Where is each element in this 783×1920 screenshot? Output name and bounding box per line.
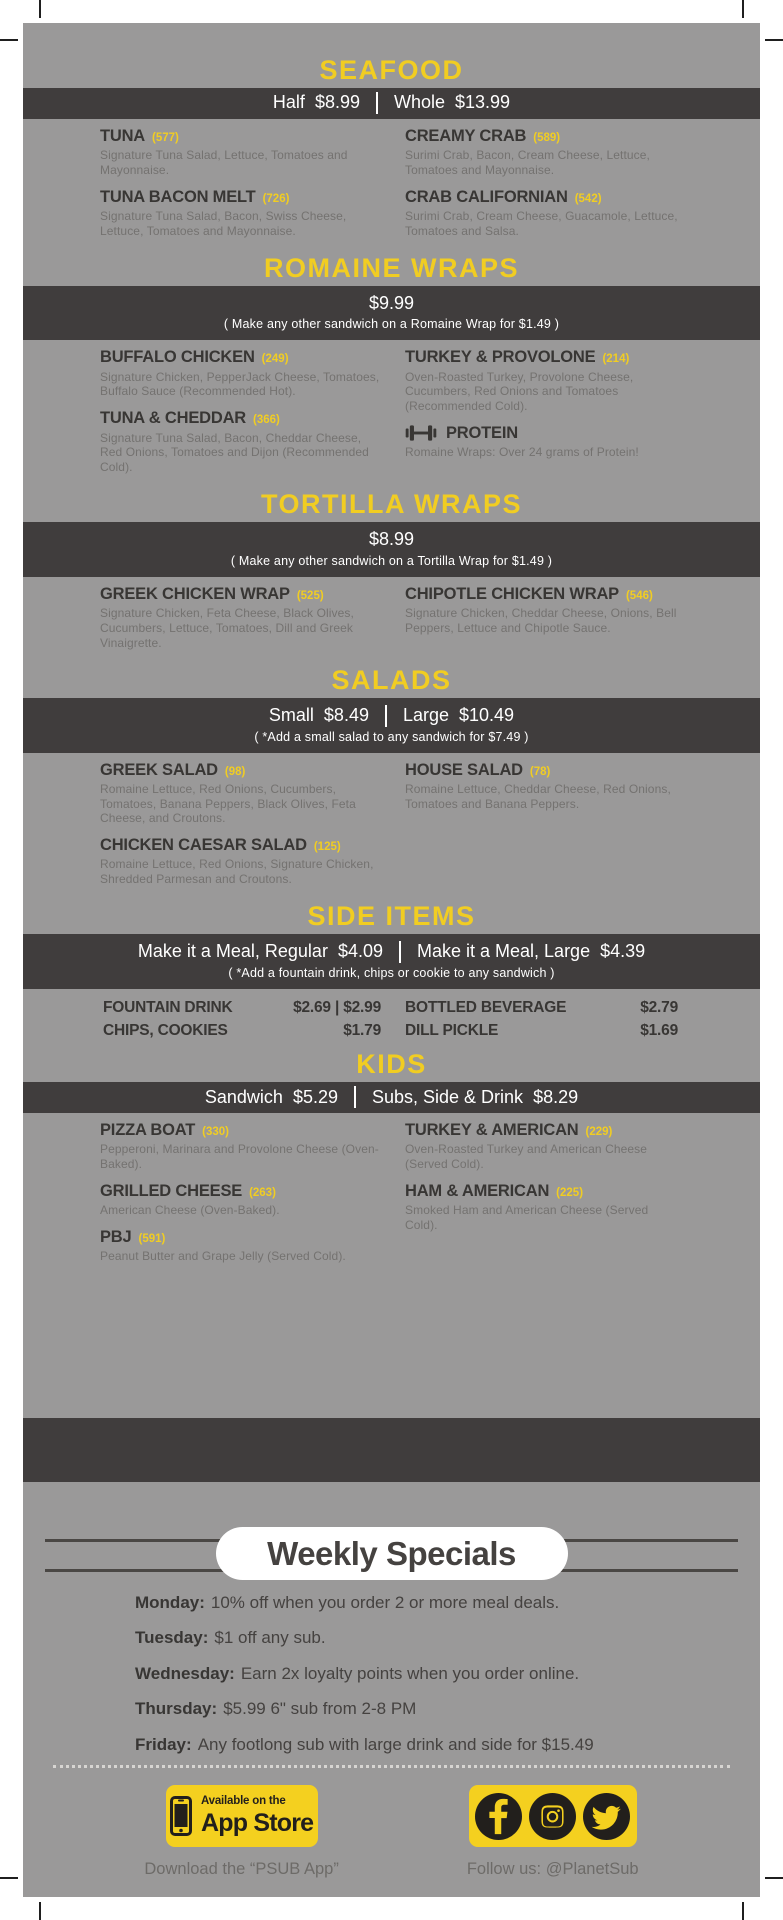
item-calories: (546) bbox=[625, 589, 653, 602]
item-description: Surimi Crab, Bacon, Cream Cheese, Lettuce, Tomatoes and Mayonnaise. bbox=[405, 148, 650, 178]
price-band-kids bbox=[23, 1082, 760, 1113]
item-calories: (125) bbox=[313, 841, 341, 854]
item-name: BUFFALO CHICKEN bbox=[100, 348, 255, 367]
item-description: Smoked Ham and American Cheese (Served Cold). bbox=[405, 1203, 649, 1233]
special-wednesday bbox=[135, 1664, 724, 1684]
band-divider bbox=[385, 705, 387, 727]
day-text: $5.99 6" sub from 2-8 PM bbox=[223, 1699, 417, 1719]
crop-mark bbox=[742, 1902, 744, 1920]
menu-item-chipotle-chicken-wrap bbox=[405, 585, 702, 636]
item-name: TUNA & CHEDDAR bbox=[100, 409, 246, 428]
app-badge-line1: Available on the bbox=[200, 1795, 286, 1808]
side-item-name: DILL PICKLE bbox=[405, 1022, 499, 1040]
item-description: Romaine Wraps: Over 24 grams of Protein! bbox=[405, 445, 639, 460]
side-item-price: $1.79 bbox=[343, 1022, 381, 1040]
item-name: TUNA BACON MELT bbox=[100, 187, 256, 206]
item-calories: (229) bbox=[585, 1126, 613, 1139]
twitter-icon bbox=[583, 1793, 630, 1840]
item-calories: (225) bbox=[556, 1187, 584, 1200]
item-description: Pepperoni, Marinara and Provolone Cheese (Oven-Baked). bbox=[100, 1142, 379, 1172]
special-tuesday bbox=[135, 1628, 724, 1648]
item-name: CHICKEN CAESAR SALAD bbox=[100, 836, 307, 855]
item-name: GREEK SALAD bbox=[100, 760, 218, 779]
item-calories: (525) bbox=[296, 589, 324, 602]
price-value: $8.99 bbox=[314, 92, 360, 113]
item-description: Romaine Lettuce, Red Onions, Cucumbers, Tomatoes, Banana Peppers, Black Olives, Feta Cheese, and Croutons. bbox=[100, 781, 356, 826]
dumbbell-icon bbox=[405, 424, 437, 442]
item-description: Romaine Lettuce, Red Onions, Signature Chicken, Shredded Parmesan and Croutons. bbox=[100, 857, 374, 887]
menu-item-turkey-american bbox=[405, 1121, 702, 1172]
social-follow-caption: Follow us: @PlanetSub bbox=[466, 1860, 639, 1878]
band-note: ( Make any other sandwich on a Tortilla Wrap for $1.49 ) bbox=[230, 553, 553, 568]
side-item-price: $1.69 bbox=[640, 1022, 678, 1040]
section-title-kids: KIDS bbox=[356, 1049, 427, 1080]
item-description: Signature Tuna Salad, Bacon, Swiss Cheese, Lettuce, Tomatoes and Mayonnaise. bbox=[100, 209, 347, 238]
price-label: Make it a Meal, Large bbox=[417, 941, 591, 962]
price-label: Make it a Meal, Regular bbox=[137, 941, 328, 962]
menu-item-turkey-provolone bbox=[405, 348, 702, 414]
item-description: Peanut Butter and Grape Jelly (Served Cold). bbox=[100, 1249, 346, 1264]
item-description: Signature Tuna Salad, Bacon, Cheddar Cheese, Red Onions, Tomatoes and Dijon (Recommended Cold). bbox=[100, 430, 369, 475]
section-romaine-wraps bbox=[23, 253, 760, 485]
day-label: Tuesday: bbox=[135, 1628, 209, 1648]
menu-item-pizza-boat bbox=[100, 1121, 405, 1172]
item-description: Oven-Roasted Turkey, Provolone Cheese, Cucumbers, Red Onions and Tomatoes (Recommended Cold). bbox=[405, 369, 634, 414]
band-divider bbox=[354, 1086, 356, 1108]
band-divider bbox=[399, 941, 401, 963]
day-text: Any footlong sub with large drink and side for $15.49 bbox=[197, 1734, 594, 1754]
item-calories: (78) bbox=[529, 765, 551, 778]
price-band-tortilla bbox=[23, 522, 760, 577]
price-label: Small bbox=[268, 704, 314, 725]
side-item-name: BOTTLED BEVERAGE bbox=[405, 999, 567, 1017]
section-seafood bbox=[23, 55, 760, 249]
menu-item-crab-californian bbox=[405, 188, 702, 239]
side-item-price: $2.79 bbox=[640, 999, 678, 1017]
day-text: $1 off any sub. bbox=[214, 1628, 326, 1648]
item-description: Signature Chicken, PepperJack Cheese, Tomatoes, Buffalo Sauce (Recommended Hot). bbox=[100, 369, 380, 399]
instagram-icon bbox=[529, 1793, 576, 1840]
section-title-romaine: ROMAINE WRAPS bbox=[264, 252, 519, 283]
price-label: Subs, Side & Drink bbox=[371, 1086, 524, 1107]
price-label: Half bbox=[272, 92, 305, 113]
item-calories: (726) bbox=[262, 192, 290, 205]
side-item-name: FOUNTAIN DRINK bbox=[103, 999, 233, 1017]
facebook-icon bbox=[475, 1793, 522, 1840]
item-description: Romaine Lettuce, Cheddar Cheese, Red Onions, Tomatoes and Banana Peppers. bbox=[405, 781, 671, 811]
side-item-bottled-beverage bbox=[405, 999, 678, 1017]
item-name: PBJ bbox=[100, 1228, 132, 1247]
item-calories: (214) bbox=[602, 353, 630, 366]
section-title-tortilla: TORTILLA WRAPS bbox=[261, 489, 522, 520]
menu-item-chicken-caesar-salad bbox=[100, 836, 405, 887]
price-label: Whole bbox=[393, 92, 446, 113]
menu-item-greek-chicken-wrap bbox=[100, 585, 405, 651]
menu-item-creamy-crab bbox=[405, 127, 702, 178]
price-value: $5.29 bbox=[292, 1086, 338, 1107]
crop-mark bbox=[765, 1877, 783, 1879]
item-name: HOUSE SALAD bbox=[405, 760, 523, 779]
section-title-seafood: SEAFOOD bbox=[319, 55, 464, 85]
crop-mark bbox=[742, 0, 744, 18]
app-badge-line2: App Store bbox=[200, 1808, 314, 1837]
price-band-seafood bbox=[23, 88, 760, 119]
item-name: HAM & AMERICAN bbox=[405, 1182, 550, 1201]
item-calories: (589) bbox=[533, 132, 561, 145]
item-name: CRAB CALIFORNIAN bbox=[405, 187, 568, 206]
item-name: GRILLED CHEESE bbox=[100, 1182, 243, 1201]
item-name: GREEK CHICKEN WRAP bbox=[100, 584, 290, 603]
item-calories: (591) bbox=[138, 1233, 166, 1246]
crop-mark bbox=[0, 1877, 18, 1879]
item-name: TURKEY & AMERICAN bbox=[405, 1121, 579, 1140]
day-label: Wednesday: bbox=[135, 1663, 235, 1683]
menu-item-tuna-cheddar bbox=[100, 409, 405, 475]
item-description: Signature Tuna Salad, Lettuce, Tomatoes and Mayonnaise. bbox=[100, 148, 348, 178]
price-value: $8.99 bbox=[368, 529, 415, 550]
side-item-chips-cookies bbox=[103, 1022, 381, 1040]
item-calories: (366) bbox=[253, 414, 280, 427]
price-band-salads bbox=[23, 698, 760, 753]
item-calories: (98) bbox=[224, 765, 246, 778]
item-calories: (249) bbox=[261, 353, 289, 366]
menu-item-tuna-bacon-melt bbox=[100, 188, 405, 239]
section-title-salads: SALADS bbox=[331, 664, 452, 695]
price-band-side-items bbox=[23, 934, 760, 989]
menu-item-tuna bbox=[100, 127, 405, 178]
price-label: Sandwich bbox=[204, 1086, 283, 1107]
item-description: Signature Chicken, Feta Cheese, Black Olives, Cucumbers, Lettuce, Tomatoes, Dill and Greek Vinaigrette. bbox=[100, 605, 354, 650]
menu-item-house-salad bbox=[405, 761, 702, 812]
price-value: $8.29 bbox=[533, 1086, 579, 1107]
section-kids bbox=[23, 1049, 760, 1274]
item-description: Oven-Roasted Turkey and American Cheese (Served Cold). bbox=[405, 1142, 648, 1172]
menu-card bbox=[23, 23, 760, 1897]
item-description: Surimi Crab, Cream Cheese, Guacamole, Lettuce, Tomatoes and Salsa. bbox=[405, 209, 678, 238]
item-description: American Cheese (Oven-Baked). bbox=[100, 1203, 280, 1218]
section-tortilla-wraps bbox=[23, 489, 760, 660]
phone-icon bbox=[170, 1796, 192, 1836]
item-calories: (330) bbox=[202, 1126, 230, 1139]
side-item-fountain-drink bbox=[103, 999, 381, 1017]
weekly-specials-badge bbox=[216, 1527, 568, 1580]
band-divider bbox=[376, 92, 378, 114]
band-note: ( *Add a fountain drink, chips or cookie to any sandwich ) bbox=[228, 966, 555, 981]
menu-item-ham-american bbox=[405, 1182, 702, 1233]
side-item-name: CHIPS, COOKIES bbox=[103, 1022, 228, 1040]
price-value: $9.99 bbox=[368, 292, 415, 313]
item-name: CREAMY CRAB bbox=[405, 127, 527, 146]
side-item-dill-pickle bbox=[405, 1022, 678, 1040]
day-text: Earn 2x loyalty points when you order online. bbox=[240, 1663, 580, 1683]
menu-item-pbj bbox=[100, 1228, 405, 1264]
menu-item-grilled-cheese bbox=[100, 1182, 405, 1218]
special-thursday bbox=[135, 1699, 724, 1719]
item-name: PIZZA BOAT bbox=[100, 1121, 196, 1140]
special-monday bbox=[135, 1593, 724, 1613]
item-calories: (577) bbox=[152, 132, 179, 145]
section-salads bbox=[23, 665, 760, 898]
weekly-specials-title: Weekly Specials bbox=[267, 1534, 516, 1572]
menu-item-greek-salad bbox=[100, 761, 405, 827]
crop-mark bbox=[0, 39, 18, 41]
price-band-romaine bbox=[23, 286, 760, 341]
price-value: $8.49 bbox=[323, 704, 369, 725]
crop-mark bbox=[39, 1902, 41, 1920]
section-title-side-items: SIDE ITEMS bbox=[307, 901, 476, 932]
item-name: TURKEY & PROVOLONE bbox=[405, 348, 596, 367]
decorative-dark-band bbox=[23, 1418, 760, 1482]
special-friday bbox=[135, 1735, 724, 1755]
price-label: Large bbox=[402, 704, 450, 725]
footer bbox=[23, 1785, 760, 1879]
item-name: TUNA bbox=[100, 127, 146, 146]
item-calories: (542) bbox=[574, 192, 602, 205]
item-description: Signature Chicken, Cheddar Cheese, Onions, Bell Peppers, Lettuce and Chipotle Sauce. bbox=[405, 605, 677, 635]
menu-item-buffalo-chicken bbox=[100, 348, 405, 399]
band-note: ( *Add a small salad to any sandwich for $7.49 ) bbox=[254, 729, 529, 744]
price-value: $4.39 bbox=[600, 941, 646, 962]
side-item-price: $2.69 | $2.99 bbox=[293, 999, 381, 1017]
day-label: Friday: bbox=[135, 1734, 192, 1754]
protein-callout bbox=[405, 424, 702, 460]
item-calories: (263) bbox=[249, 1187, 276, 1200]
app-download-caption: Download the “PSUB App” bbox=[144, 1860, 339, 1878]
band-note: ( Make any other sandwich on a Romaine Wrap for $1.49 ) bbox=[223, 317, 560, 332]
crop-mark bbox=[765, 39, 783, 41]
item-name: CHIPOTLE CHICKEN WRAP bbox=[405, 584, 619, 603]
day-label: Monday: bbox=[135, 1593, 205, 1612]
day-label: Thursday: bbox=[135, 1699, 218, 1719]
price-value: $4.09 bbox=[337, 941, 383, 962]
price-value: $13.99 bbox=[455, 92, 511, 113]
section-side-items bbox=[23, 901, 760, 1045]
app-store-badge bbox=[166, 1785, 318, 1847]
social-badge bbox=[469, 1785, 637, 1847]
item-name: PROTEIN bbox=[446, 424, 518, 443]
crop-mark bbox=[39, 0, 41, 18]
day-text: 10% off when you order 2 or more meal deals. bbox=[210, 1593, 560, 1612]
price-value: $10.49 bbox=[459, 704, 515, 725]
weekly-specials-list bbox=[135, 1593, 724, 1770]
